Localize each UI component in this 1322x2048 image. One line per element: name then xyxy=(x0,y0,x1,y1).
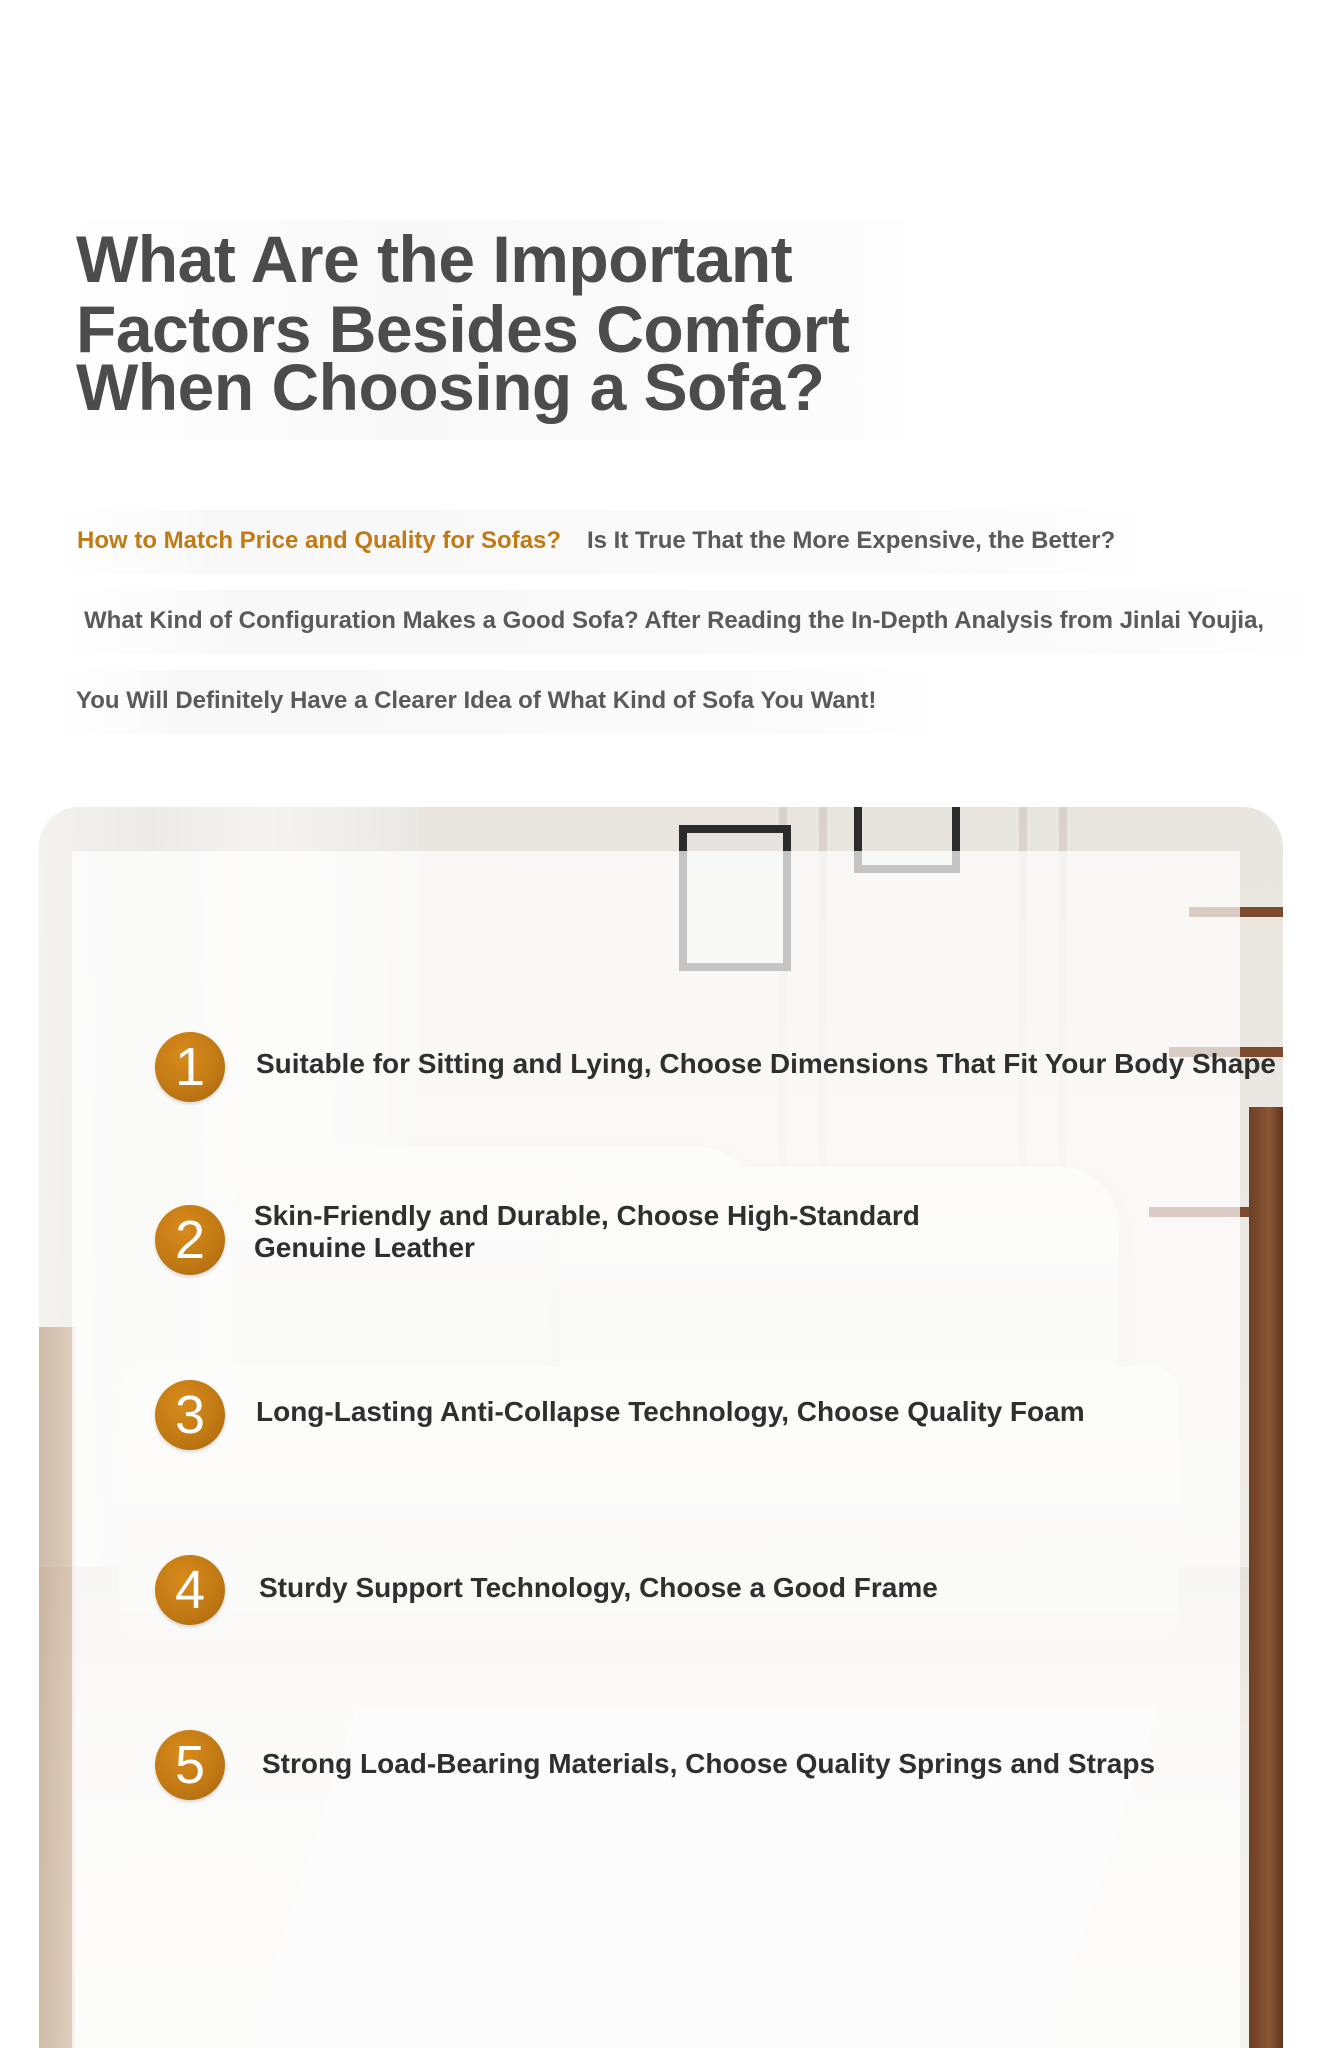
sofa-room-image xyxy=(39,807,1283,2048)
number-badge-2: 2 xyxy=(155,1205,225,1275)
wooden-cabinet xyxy=(1249,1107,1283,2048)
factors-panel xyxy=(72,851,1240,2048)
intro-line-3: You Will Definitely Have a Clearer Idea of What Kind of Sofa You Want! xyxy=(76,687,877,714)
intro-row-2 xyxy=(60,590,1322,654)
intro-line-1-rest: Is It True That the More Expensive, the Better? xyxy=(587,527,1116,554)
wooden-floor-edge xyxy=(39,1327,75,2048)
page-title-line-3: When Choosing a Sofa? xyxy=(76,350,825,424)
page-title xyxy=(64,220,904,440)
intro-line-2: What Kind of Configuration Makes a Good Sofa? After Reading the In-Depth Analysis from Jinlai Youjia, xyxy=(84,607,1265,634)
page-title-line-1: What Are the Important xyxy=(76,222,793,296)
factor-text-1: Suitable for Sitting and Lying, Choose Dimensions That Fit Your Body Shape xyxy=(256,1049,1276,1079)
number-badge-3: 3 xyxy=(155,1380,225,1450)
number-badge-1: 1 xyxy=(155,1032,225,1102)
factor-text-2-line-2: Genuine Leather xyxy=(254,1232,475,1263)
intro-row-3 xyxy=(60,670,940,734)
page-title-line-2: Factors Besides Comfort xyxy=(76,292,850,366)
number-badge-5: 5 xyxy=(155,1730,225,1800)
intro-row-1 xyxy=(60,510,1150,574)
intro-highlight: How to Match Price and Quality for Sofas? xyxy=(77,527,562,554)
factor-text-3: Long-Lasting Anti-Collapse Technology, Choose Quality Foam xyxy=(256,1396,1085,1427)
number-badge-4: 4 xyxy=(155,1555,225,1625)
factor-text-4: Sturdy Support Technology, Choose a Good Frame xyxy=(259,1572,938,1603)
factor-text-5: Strong Load-Bearing Materials, Choose Quality Springs and Straps xyxy=(262,1748,1156,1779)
factor-text-2-line-1: Skin-Friendly and Durable, Choose High-Standard xyxy=(254,1200,920,1231)
